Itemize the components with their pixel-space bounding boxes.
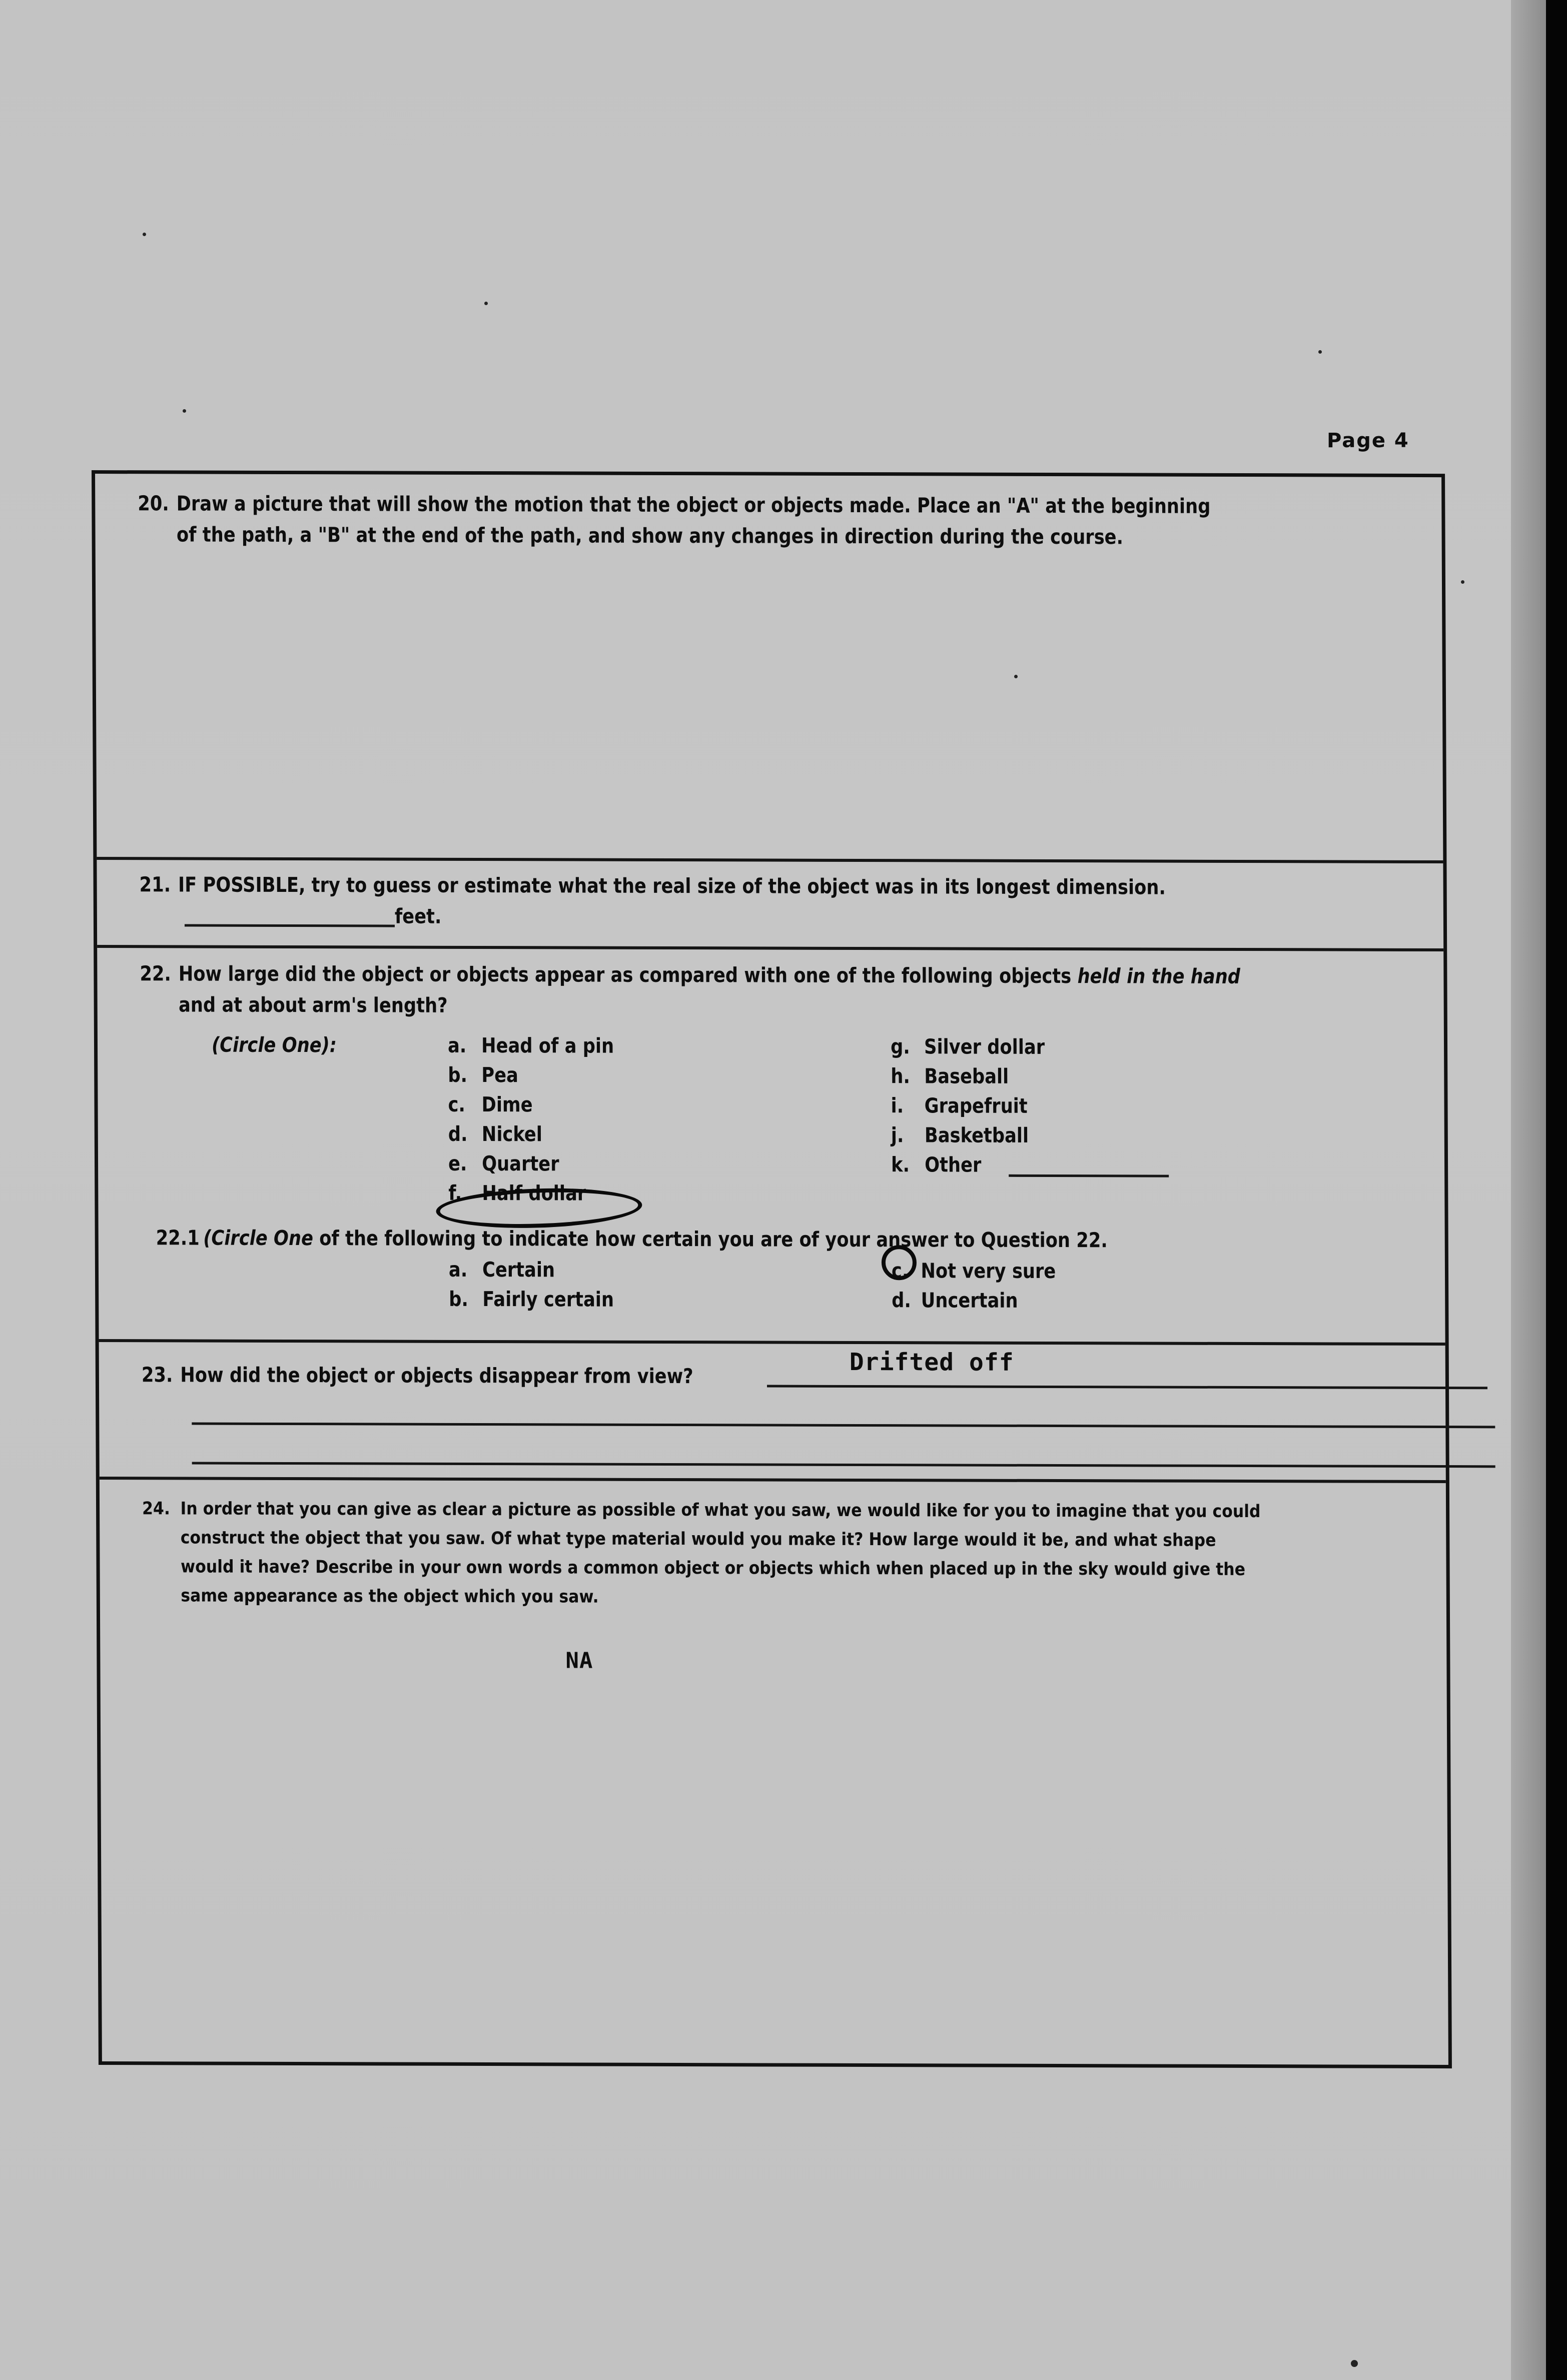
option-label: Not very sure bbox=[921, 1259, 1056, 1284]
description-area[interactable] bbox=[111, 1684, 1438, 2058]
option-letter: a. bbox=[447, 1033, 467, 1057]
scan-speck bbox=[183, 409, 186, 413]
option-letter: f. bbox=[448, 1180, 462, 1205]
question-22 bbox=[140, 958, 1240, 1023]
option-dime[interactable] bbox=[448, 1090, 532, 1119]
typed-answer: NA bbox=[565, 1648, 593, 1674]
question-number: 21. bbox=[139, 872, 171, 897]
option-letter: b. bbox=[449, 1287, 468, 1311]
scan-border bbox=[1546, 0, 1567, 2380]
option-certain[interactable] bbox=[449, 1255, 555, 1285]
option-label: Baseball bbox=[924, 1064, 1009, 1088]
option-head-of-pin[interactable] bbox=[448, 1031, 614, 1061]
question-text: construct the object that you saw. Of what type material would you make it? How large would it be, and what shape bbox=[180, 1528, 1216, 1551]
question-21 bbox=[139, 869, 1165, 902]
option-quarter[interactable] bbox=[448, 1149, 559, 1179]
option-label: Grapefruit bbox=[924, 1093, 1028, 1118]
option-uncertain[interactable] bbox=[892, 1286, 1018, 1316]
option-label: Pea bbox=[481, 1063, 519, 1087]
option-label: Certain bbox=[482, 1258, 555, 1282]
answer-line[interactable] bbox=[192, 1422, 1495, 1428]
section-divider bbox=[100, 1477, 1446, 1483]
question-22-1 bbox=[156, 1222, 1108, 1256]
question-number: 23. bbox=[141, 1363, 173, 1387]
option-pea[interactable] bbox=[448, 1060, 518, 1090]
option-label: Quarter bbox=[482, 1151, 559, 1176]
section-divider bbox=[99, 1339, 1445, 1346]
question-number: 22. bbox=[140, 961, 171, 986]
option-other[interactable] bbox=[891, 1150, 982, 1179]
option-grapefruit[interactable] bbox=[891, 1091, 1027, 1121]
question-text: of the following to indicate how certain you are of your answer to Question 22. bbox=[313, 1226, 1108, 1253]
question-text: same appearance as the object which you saw. bbox=[181, 1586, 599, 1607]
option-label: Silver dollar bbox=[924, 1034, 1045, 1059]
option-letter: g. bbox=[890, 1034, 910, 1059]
section-divider bbox=[97, 945, 1443, 951]
answer-line[interactable] bbox=[192, 1462, 1495, 1468]
option-letter: j. bbox=[891, 1123, 904, 1147]
option-label: Uncertain bbox=[921, 1288, 1018, 1313]
option-letter: h. bbox=[891, 1064, 910, 1088]
typed-answer: Drifted off bbox=[849, 1348, 1014, 1377]
scan-speck bbox=[1318, 350, 1322, 354]
drawing-area[interactable] bbox=[106, 559, 1433, 852]
answer-line[interactable] bbox=[767, 1385, 1487, 1390]
question-number: 20. bbox=[138, 491, 169, 516]
option-label: Head of a pin bbox=[481, 1033, 614, 1058]
option-letter: a. bbox=[448, 1257, 468, 1282]
scan-speck bbox=[484, 302, 488, 305]
option-baseball[interactable] bbox=[891, 1061, 1009, 1091]
question-text: and at about arm's length? bbox=[178, 992, 448, 1017]
unit-label: feet. bbox=[394, 904, 442, 928]
option-letter: k. bbox=[891, 1152, 910, 1177]
option-letter: b. bbox=[448, 1062, 468, 1087]
option-letter: d. bbox=[892, 1288, 911, 1313]
scan-speck bbox=[1461, 580, 1464, 584]
section-divider bbox=[97, 857, 1443, 863]
option-label: Half dollar bbox=[482, 1181, 586, 1206]
question-text: How large did the object or objects appear as compared with one of the following objects bbox=[178, 961, 1078, 988]
scan-speck bbox=[143, 233, 146, 236]
question-text: of the path, a "B" at the end of the path, and show any changes in direction during the course. bbox=[176, 522, 1124, 549]
option-basketball[interactable] bbox=[891, 1120, 1029, 1150]
other-field[interactable] bbox=[1009, 1174, 1169, 1177]
option-nickel[interactable] bbox=[448, 1119, 542, 1149]
circle-one-instruction: (Circle One): bbox=[211, 1032, 337, 1057]
question-number: 24. bbox=[142, 1499, 170, 1519]
option-label: Other bbox=[925, 1152, 982, 1177]
handwritten-circle-selection bbox=[882, 1245, 917, 1280]
option-label: Dime bbox=[481, 1092, 533, 1117]
question-text: How did the object or objects disappear from view? bbox=[180, 1363, 693, 1389]
question-20 bbox=[138, 488, 1211, 553]
option-letter: i. bbox=[891, 1093, 904, 1118]
option-letter: d. bbox=[448, 1121, 468, 1146]
option-letter: c. bbox=[448, 1092, 465, 1116]
questionnaire-form bbox=[92, 470, 1452, 2068]
scan-speck bbox=[1351, 2360, 1358, 2367]
option-letter: e. bbox=[448, 1151, 467, 1175]
option-letter: c. bbox=[891, 1259, 909, 1283]
option-label: Basketball bbox=[924, 1123, 1029, 1147]
option-label: Fairly certain bbox=[482, 1287, 614, 1312]
page-number: Page 4 bbox=[1327, 429, 1409, 452]
option-fairly-certain[interactable] bbox=[449, 1285, 614, 1315]
option-silver-dollar[interactable] bbox=[891, 1032, 1045, 1062]
size-estimate-field[interactable] bbox=[185, 924, 395, 927]
question-text: would it have? Describe in your own words a common object or objects which when placed up in the sky would give the bbox=[180, 1557, 1246, 1580]
question-23 bbox=[142, 1359, 693, 1392]
question-text-emphasis: (Circle One bbox=[203, 1226, 314, 1251]
page-edge-shadow bbox=[1511, 0, 1546, 2380]
question-text-emphasis: held in the hand bbox=[1077, 964, 1241, 988]
question-text: IF POSSIBLE, try to guess or estimate what the real size of the object was in its longest dimension. bbox=[178, 872, 1166, 899]
question-number: 22.1 bbox=[156, 1226, 200, 1250]
question-text: In order that you can give as clear a picture as possible of what you saw, we would like for you to imagine that you could bbox=[180, 1499, 1261, 1522]
question-text: Draw a picture that will show the motion that the object or objects made. Place an "A" at the beginning bbox=[176, 491, 1211, 518]
option-label: Nickel bbox=[481, 1122, 542, 1146]
